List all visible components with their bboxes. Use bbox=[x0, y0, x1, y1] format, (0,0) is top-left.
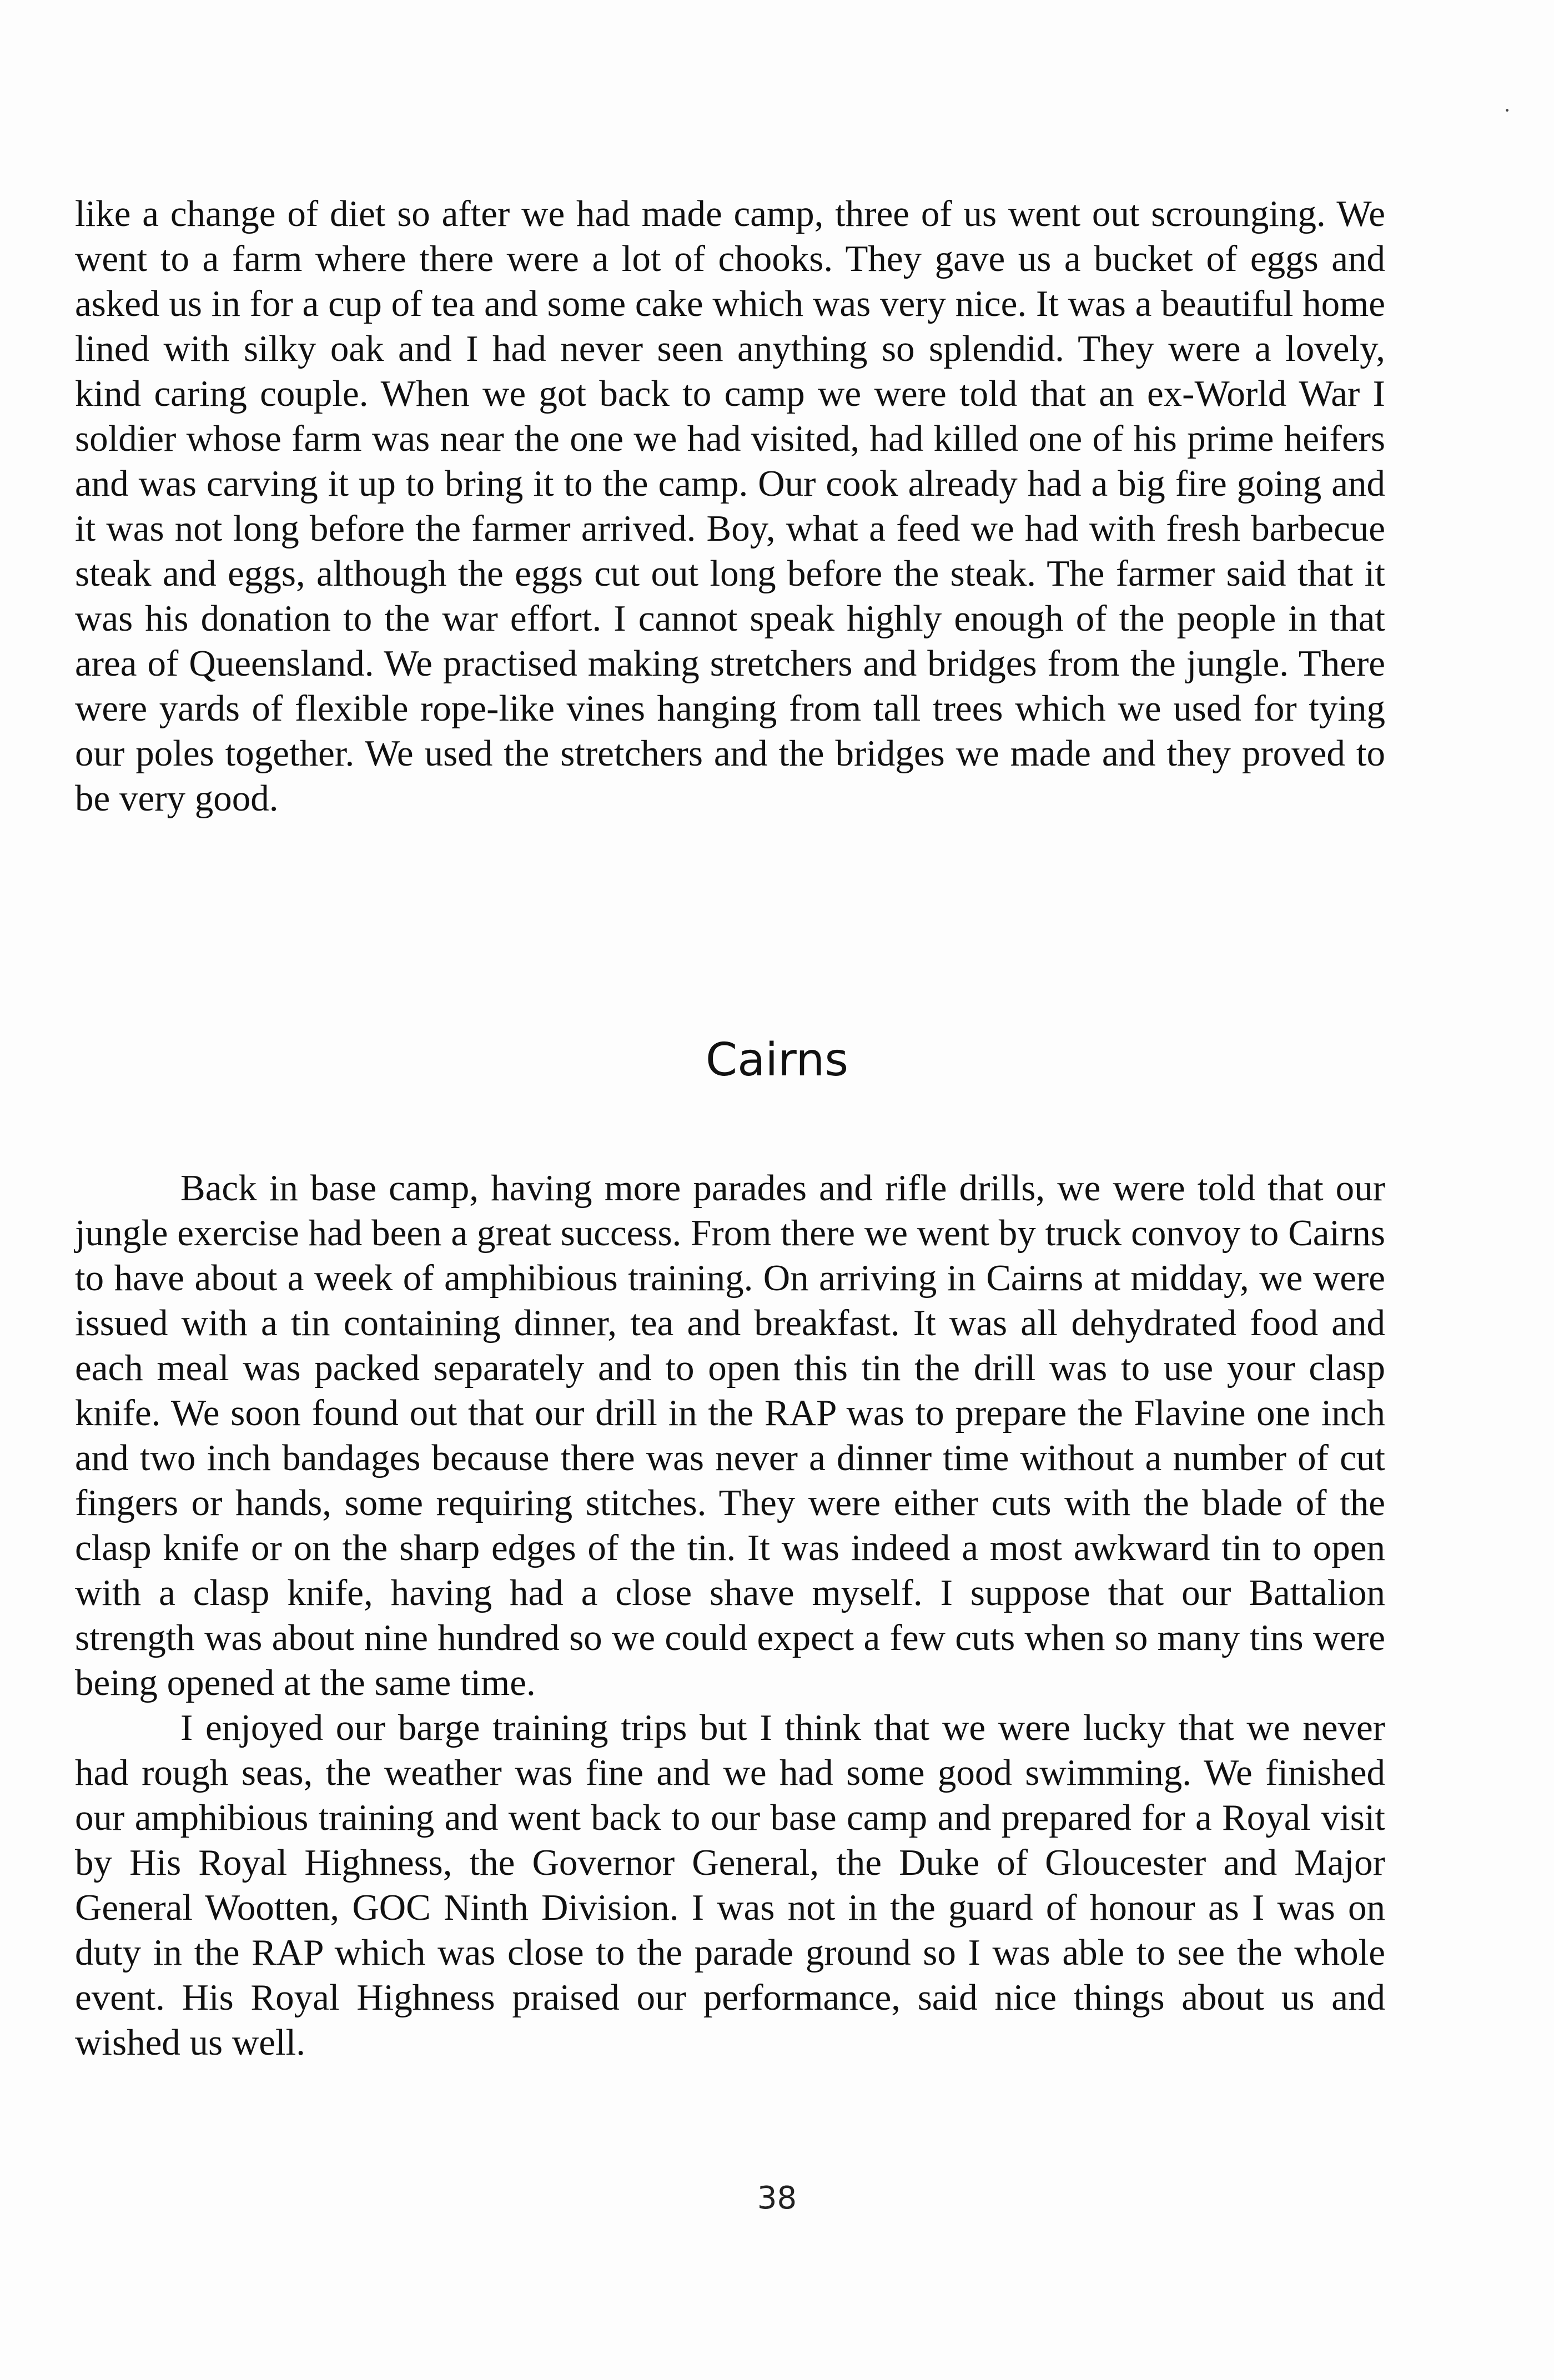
page-number: 38 bbox=[757, 2180, 797, 2216]
paragraph-continued: like a change of diet so after we had made camp, three of us went out scrounging. We went to a farm where there were a lot of chooks. They gave us a bucket of eggs and asked us in for a cup of tea and some cake which was very nice. It was a beautiful home lined with silky oak and I had never seen anything so splendid. They were a lovely, kind caring couple. When we got back to camp we were told that an ex-World War I soldier whose farm was near the one we had visited, had killed one of his prime heifers and was carving it up to bring it to the camp. Our cook already had a big fire going and it was not long before the farmer arrived. Boy, what a feed we had with fresh barbecue steak and eggs, although the eggs cut out long before the steak. The farmer said that it was his donation to the war effort. I cannot speak highly enough of the people in that area of Queensland. We practised making stretchers and bridges from the jungle. There were yards of flexible rope-like vines hanging from tall trees which we used for tying our poles together. We used the stretchers and the bridges we made and they proved to be very good. bbox=[75, 193, 1385, 819]
paragraph-cairns-1: Back in base camp, having more parades and rifle drills, we were told that our jungle exercise had been a great success. From there we went by truck convoy to Cairns to have about a week of amphibious training. On arriving in Cairns at midday, we were issued with a tin containing dinner, tea and breakfast. It was all dehydrated food and each meal was packed separately and to open this tin the drill was to use your clasp knife. We soon found out that our drill in the RAP was to prepare the Flavine one inch and two inch bandages because there was never a dinner time without a number of cut fingers or hands, some requiring stitches. They were either cuts with the blade of the clasp knife or on the sharp edges of the tin. It was indeed a most awkward tin to open with a clasp knife, having had a close shave myself. I suppose that our Battalion strength was about nine hundred so we could expect a few cuts when so many tins were being opened at the same time. bbox=[75, 1168, 1385, 1703]
section-body bbox=[75, 1166, 1385, 2065]
scan-mark: · bbox=[1503, 98, 1511, 123]
section-title: Cairns bbox=[705, 1034, 849, 1086]
paragraph-cairns-2: I enjoyed our barge training trips but I think that we were lucky that we never had rough seas, the weather was fine and we had some good swimming. We finished our amphibious training and went back to our base camp and prepared for a Royal visit by His Royal Highness, the Governor General, the Duke of Gloucester and Major General Wootten, GOC Ninth Division. I was not in the guard of honour as I was on duty in the RAP which was close to the parade ground so I was able to see the whole event. His Royal Highness praised our performance, said nice things about us and wished us well. bbox=[75, 1707, 1385, 2063]
